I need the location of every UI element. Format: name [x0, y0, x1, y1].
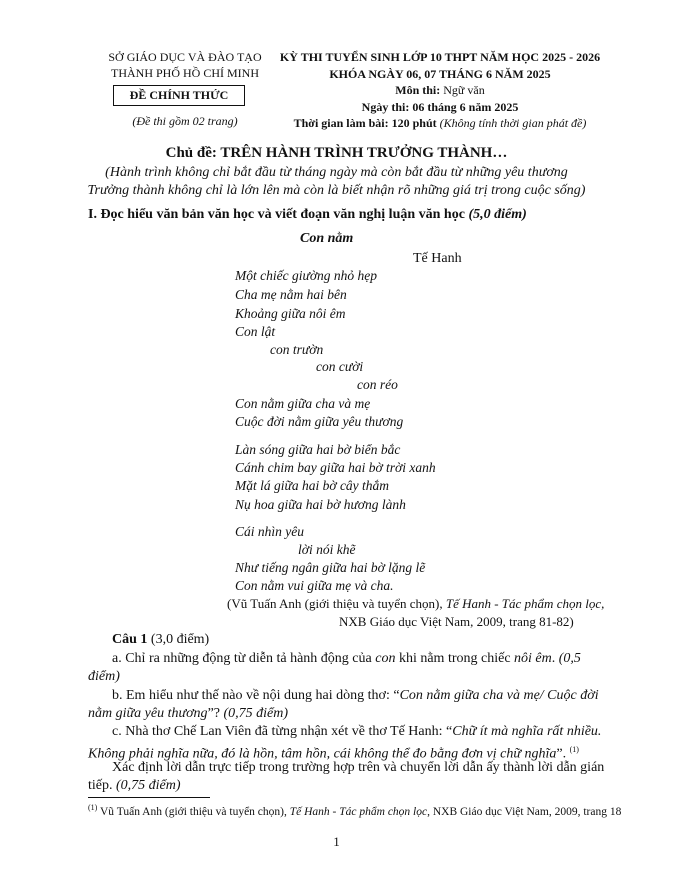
footnote-book: Tế Hanh - Tác phẩm chọn lọc	[289, 805, 428, 818]
footnote-text: Vũ Tuấn Anh (giới thiệu và tuyển chọn),	[97, 805, 290, 818]
section-title-text: I. Đọc hiểu văn bản văn học và viết đoạn văn nghị luận văn học	[88, 207, 469, 222]
section-score: (5,0 điểm)	[468, 207, 527, 222]
poem-source-book: Tế Hanh - Tác phẩm chọn lọc,	[445, 596, 605, 611]
question-1c	[112, 722, 601, 741]
question-1a-score-end: điểm)	[88, 669, 120, 684]
poem-line: Mặt lá giữa hai bờ cây thắm	[235, 478, 390, 493]
question-1a-text-3: .	[551, 651, 559, 666]
question-1b-quote-2: nằm giữa yêu thương	[88, 706, 208, 721]
official-stamp-box: ĐỀ CHÍNH THỨC	[113, 85, 245, 106]
poem-line: Khoảng giữa nôi êm	[235, 306, 346, 321]
pages-note: (Đề thi gồm 02 trang)	[132, 114, 238, 128]
question-1d-score: (0,75 điểm)	[116, 778, 181, 793]
question-1b	[112, 686, 599, 705]
poem-line: con cười	[316, 359, 364, 374]
poem-line: Một chiếc giường nhỏ hẹp	[235, 268, 378, 283]
question-1a-term-con: con	[375, 651, 396, 666]
question-1d-text-2: tiếp.	[88, 778, 116, 793]
subject-value: Ngữ văn	[443, 83, 485, 97]
theme-title: Chủ đề: TRÊN HÀNH TRÌNH TRƯỞNG THÀNH…	[165, 145, 508, 161]
theme-subtitle-2: Trưởng thành không chỉ là lớn lên mà còn là biết nhận rõ những giá trị trong cuộc sống)	[87, 183, 586, 198]
poem-line: Cái nhìn yêu	[235, 524, 304, 539]
time-label: Thời gian làm bài: 120 phút	[293, 116, 437, 130]
department-line2: THÀNH PHỐ HỒ CHÍ MINH	[111, 66, 259, 80]
question-1c-text: c. Nhà thơ Chế Lan Viên đã từng nhận xét về thơ Tế Hanh: “	[112, 724, 453, 739]
poem-line: Con nằm vui giữa mẹ và cha.	[235, 578, 394, 593]
poem-author: Tế Hanh	[413, 251, 462, 266]
poem-line: Nụ hoa giữa hai bờ hương lành	[235, 497, 406, 512]
question-1c-quote-1: Chữ ít mà nghĩa rất nhiều.	[452, 724, 602, 739]
footnote-marker: (1)	[88, 803, 98, 812]
section-title	[88, 207, 527, 223]
poem-line: Cuộc đời nằm giữa yêu thương	[235, 414, 404, 429]
question-1b-text-2: ”?	[207, 706, 224, 721]
poem-line: lời nói khẽ	[298, 542, 356, 557]
question-1c-text-2: ”.	[556, 746, 570, 762]
poem-line: Con nằm giữa cha và mẹ	[235, 396, 371, 411]
department-line1: SỞ GIÁO DỤC VÀ ĐÀO TẠO	[108, 50, 262, 64]
poem-source-part1: (Vũ Tuấn Anh (giới thiệu và tuyển chọn),	[227, 596, 446, 611]
question-1-score: (3,0 điểm)	[147, 632, 210, 647]
page-number: 1	[333, 834, 340, 849]
question-1d-cont	[88, 776, 181, 795]
question-1a-term-noi: nôi êm	[514, 651, 552, 666]
question-1b-score: (0,75 điểm)	[223, 706, 289, 721]
exam-subject	[260, 83, 620, 98]
question-1b-cont	[88, 704, 288, 723]
poem-line: Cha mẹ nằm hai bên	[235, 287, 347, 302]
footnote-reference: (1)	[569, 745, 579, 754]
poem-line: Cánh chim bay giữa hai bờ trời xanh	[235, 460, 436, 475]
question-1a-score-start: (0,5	[558, 651, 581, 666]
poem-line: Như tiếng ngân giữa hai bờ lặng lẽ	[235, 560, 426, 575]
question-1-label: Câu 1	[112, 632, 148, 647]
question-1-header	[112, 632, 209, 648]
exam-date: Ngày thi: 06 tháng 6 năm 2025	[361, 100, 519, 114]
question-1a-text-2: khi nằm trong chiếc	[395, 651, 515, 666]
question-1a-text: a. Chỉ ra những động từ diễn tả hành động của	[112, 651, 376, 666]
exam-time	[260, 116, 620, 131]
theme-subtitle-1: (Hành trình không chỉ bắt đầu từ tháng ngày mà còn bắt đầu từ những yêu thương	[105, 165, 568, 180]
poem-source	[227, 596, 604, 612]
exam-session: KHÓA NGÀY 06, 07 THÁNG 6 NĂM 2025	[329, 67, 551, 81]
poem-line: con réo	[357, 377, 398, 392]
question-1b-text: b. Em hiểu như thế nào về nội dung hai dòng thơ: “	[112, 688, 400, 703]
poem-line: Làn sóng giữa hai bờ biển bắc	[235, 442, 401, 457]
question-1c-quote-2: Không phải nghĩa nữa, đó là hồn, tâm hồn, cái không thể đo bằng đơn vị chữ nghĩa	[88, 746, 557, 762]
footnote-text-2: , NXB Giáo dục Việt Nam, 2009, trang 18	[427, 805, 622, 818]
poem-source-publisher: NXB Giáo dục Việt Nam, 2009, trang 81-82)	[339, 614, 574, 629]
poem-line: con trườn	[270, 342, 324, 357]
poem-line: Con lật	[235, 324, 276, 339]
poem-title: Con nằm	[300, 231, 354, 246]
subject-label: Môn thi:	[395, 83, 444, 97]
department-name	[95, 50, 275, 81]
footnote-divider	[88, 797, 210, 798]
exam-title: KỲ THI TUYỂN SINH LỚP 10 THPT NĂM HỌC 2025 - 2026	[279, 50, 601, 64]
footnote	[88, 803, 621, 818]
question-1a	[112, 649, 581, 668]
time-note: (Không tính thời gian phát đề)	[436, 116, 587, 130]
question-1b-quote-1: Con nằm giữa cha và mẹ/ Cuộc đời	[399, 688, 599, 703]
question-1d: Xác định lời dẫn trực tiếp trong trường hợp trên và chuyển lời dẫn ấy thành lời dẫn gián	[112, 760, 605, 775]
